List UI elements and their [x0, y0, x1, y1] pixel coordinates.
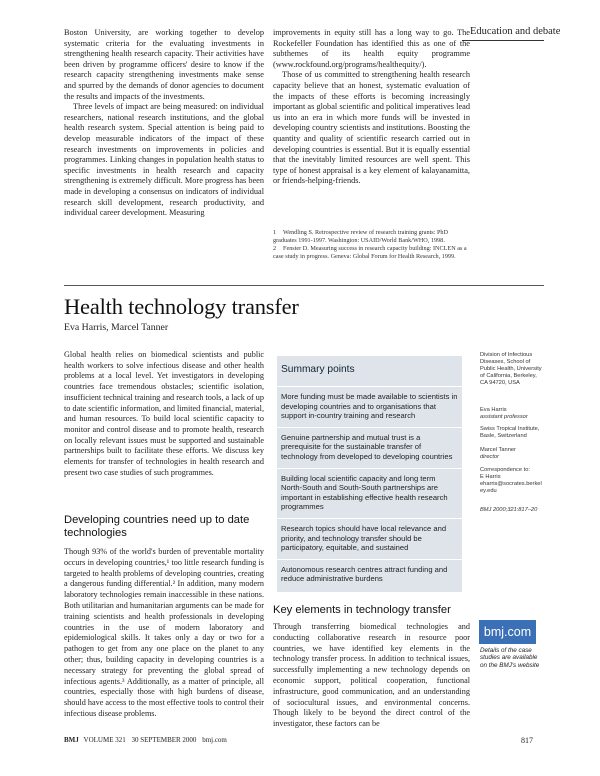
summary-item: Building local scientific capacity and long term North-South and South-South partnerships are important in establishing effective health research programmes	[277, 468, 462, 518]
paragraph: Three levels of impact are being measured: on individual researchers, national research institutions, and the global health research system. Special attention is being paid to develop measurable indicators of the impact of these research investments on improvements in policies and programmes. Linking changes in population health status to specific investments in health research and capacity strengthening is extremely difficult. More progress has been made in developing a consensus on indicators of individual research skill development, research productivity, and individual career development. Measuring	[64, 102, 264, 218]
article-authors: Eva Harris, Marcel Tanner	[64, 322, 169, 333]
article-title: Health technology transfer	[64, 294, 299, 319]
affiliation-2: Swiss Tropical Institute, Basle, Switzerland	[480, 426, 540, 439]
summary-item: Genuine partnership and mutual trust is a prerequisite for the sustainable transfer of technology from developed to developing countries	[277, 427, 462, 468]
paragraph: Those of us committed to strengthening health research capacity believe that an honest, systematic evaluation of the impacts of these efforts is becoming increasingly important as global scientific and political imperatives lead us into an era in which more funds will be invested in developing country scientists and institutions. Boosting the quantity and quality of scientific research carried out in developing countries is essential. But it is equally essential that the inevitably limited resources are well spent. This type of honest appraisal is a key element of kalayanamitta, or friends-helping-friends.	[273, 70, 470, 186]
author-2-name: Marcel Tanner	[480, 447, 516, 453]
author-2-role: director	[480, 454, 499, 460]
footer-info: BMJ VOLUME 321 30 SEPTEMBER 2000 bmj.com	[64, 736, 227, 744]
bmj-logo[interactable]: bmj.com	[479, 620, 536, 644]
summary-heading: Summary points	[281, 364, 355, 375]
affiliation-1: Division of Infectious Diseases, School of Public Health, University of California, Berkeley, CA 94720, USA	[480, 352, 542, 386]
section-label: Education and debate	[470, 26, 561, 37]
summary-box	[277, 356, 462, 592]
correspondence-label: Correspondence to:	[480, 467, 530, 473]
paragraph: Boston University, are working together to develop systematic criteria for the evaluating investments in strengthening health research capacity. Their activities have been driven by programme officers' desire to know if the research capacity strengthening investments make sense and spurred by the demands of donor agencies to document the results and impacts of the investments.	[64, 28, 264, 101]
article-divider	[64, 285, 544, 286]
references	[273, 229, 470, 261]
reference-item: 2 Fenster D. Measuring success in research capacity building: INCLEN as a case study in progress. Geneva: Global Forum for Health Research, 1999.	[273, 245, 467, 260]
section-body: Through transferring biomedical technologies and conducting collaborative research in resource poor countries, we have identified key elements in the technology transfer process. In addition to technical issues, successfully implementing a new technology depends on economic support, political cooperation, functional infrastructure, good communication, and an understanding of sociocultural issues, and environmental concerns. Though likely to be beyond the direct control of the investigator, these factors can be	[273, 622, 470, 729]
correspondence-name: E Harris	[480, 474, 501, 480]
correspondence-email[interactable]: eharris@socrates.berkeley.edu	[480, 481, 542, 494]
top-left-column	[64, 28, 264, 219]
summary-item: Autonomous research centres attract funding and reduce administrative burdens	[277, 559, 462, 590]
author-1-role: assistant professor	[480, 414, 528, 420]
reference-item: 1 Wendling S. Retrospective review of research training grants: PhD graduates 1991-1997. Washington: USAID/World Bank/WHO, 1998.	[273, 229, 448, 244]
paragraph: improvements in equity still has a long way to go. The Rockefeller Foundation has identified this as one of the subthemes of its health equity programme (www.rockfound.org/programs/healthequity/).	[273, 28, 470, 69]
author-1-name: Eva Harris	[480, 407, 507, 413]
summary-item: Research topics should have local relevance and priority, and technology transfer should be participatory, equitable, and sustained	[277, 518, 462, 559]
section-heading: Key elements in technology transfer	[273, 604, 451, 616]
abstract: Global health relies on biomedical scientists and public health workers to solve infectious disease and other health problems at a local level. Yet investigators in developing countries face tremendous obstacles; scientific isolation, insufficient technical training and research tools, a lack of up to date scientific information, and limited financial, material, and human resources. To build local scientific capacity to monitor and control disease and to promote health, research on locally relevant issues must be supported and sustainable partnerships built to facilitate these efforts. We discuss key elements for transfer of technologies in health research and present two case studies of such programmes.	[64, 350, 264, 477]
bmj-note: Details of the case studies are available on the BMJ's website	[480, 647, 540, 669]
top-right-column	[273, 28, 470, 187]
citation: BMJ 2000;321:817–20	[480, 507, 538, 513]
header-rule	[462, 40, 544, 41]
section-heading: Developing countries need up to date technologies	[64, 514, 250, 539]
summary-item: More funding must be made available to scientists in developing countries and to organisations that support in-country training and research	[277, 386, 462, 427]
page-number: 817	[521, 736, 533, 745]
section-body: Though 93% of the world's burden of preventable mortality occurs in developing countries,¹ too little research funding is targeted to health problems of developing countries, creating a dangerous funding differential.² In addition, many modern laboratory technologies remain inaccessible in these nations. Both utilitarian and humanitarian arguments can be made for training scientists and health professionals in developing countries in the use of modern laboratory and epidemiological skills. It takes only a day or two for a pathogen to get from any one place on the planet to any other; thus, building capacity in developing countries is a necessary strategy for preventing the global spread of infectious agents.³ Additionally, as a matter of principle, all countries, especially those with high burdens of disease, should have access to the most effective tools to control their infectious disease problems.	[64, 547, 264, 718]
